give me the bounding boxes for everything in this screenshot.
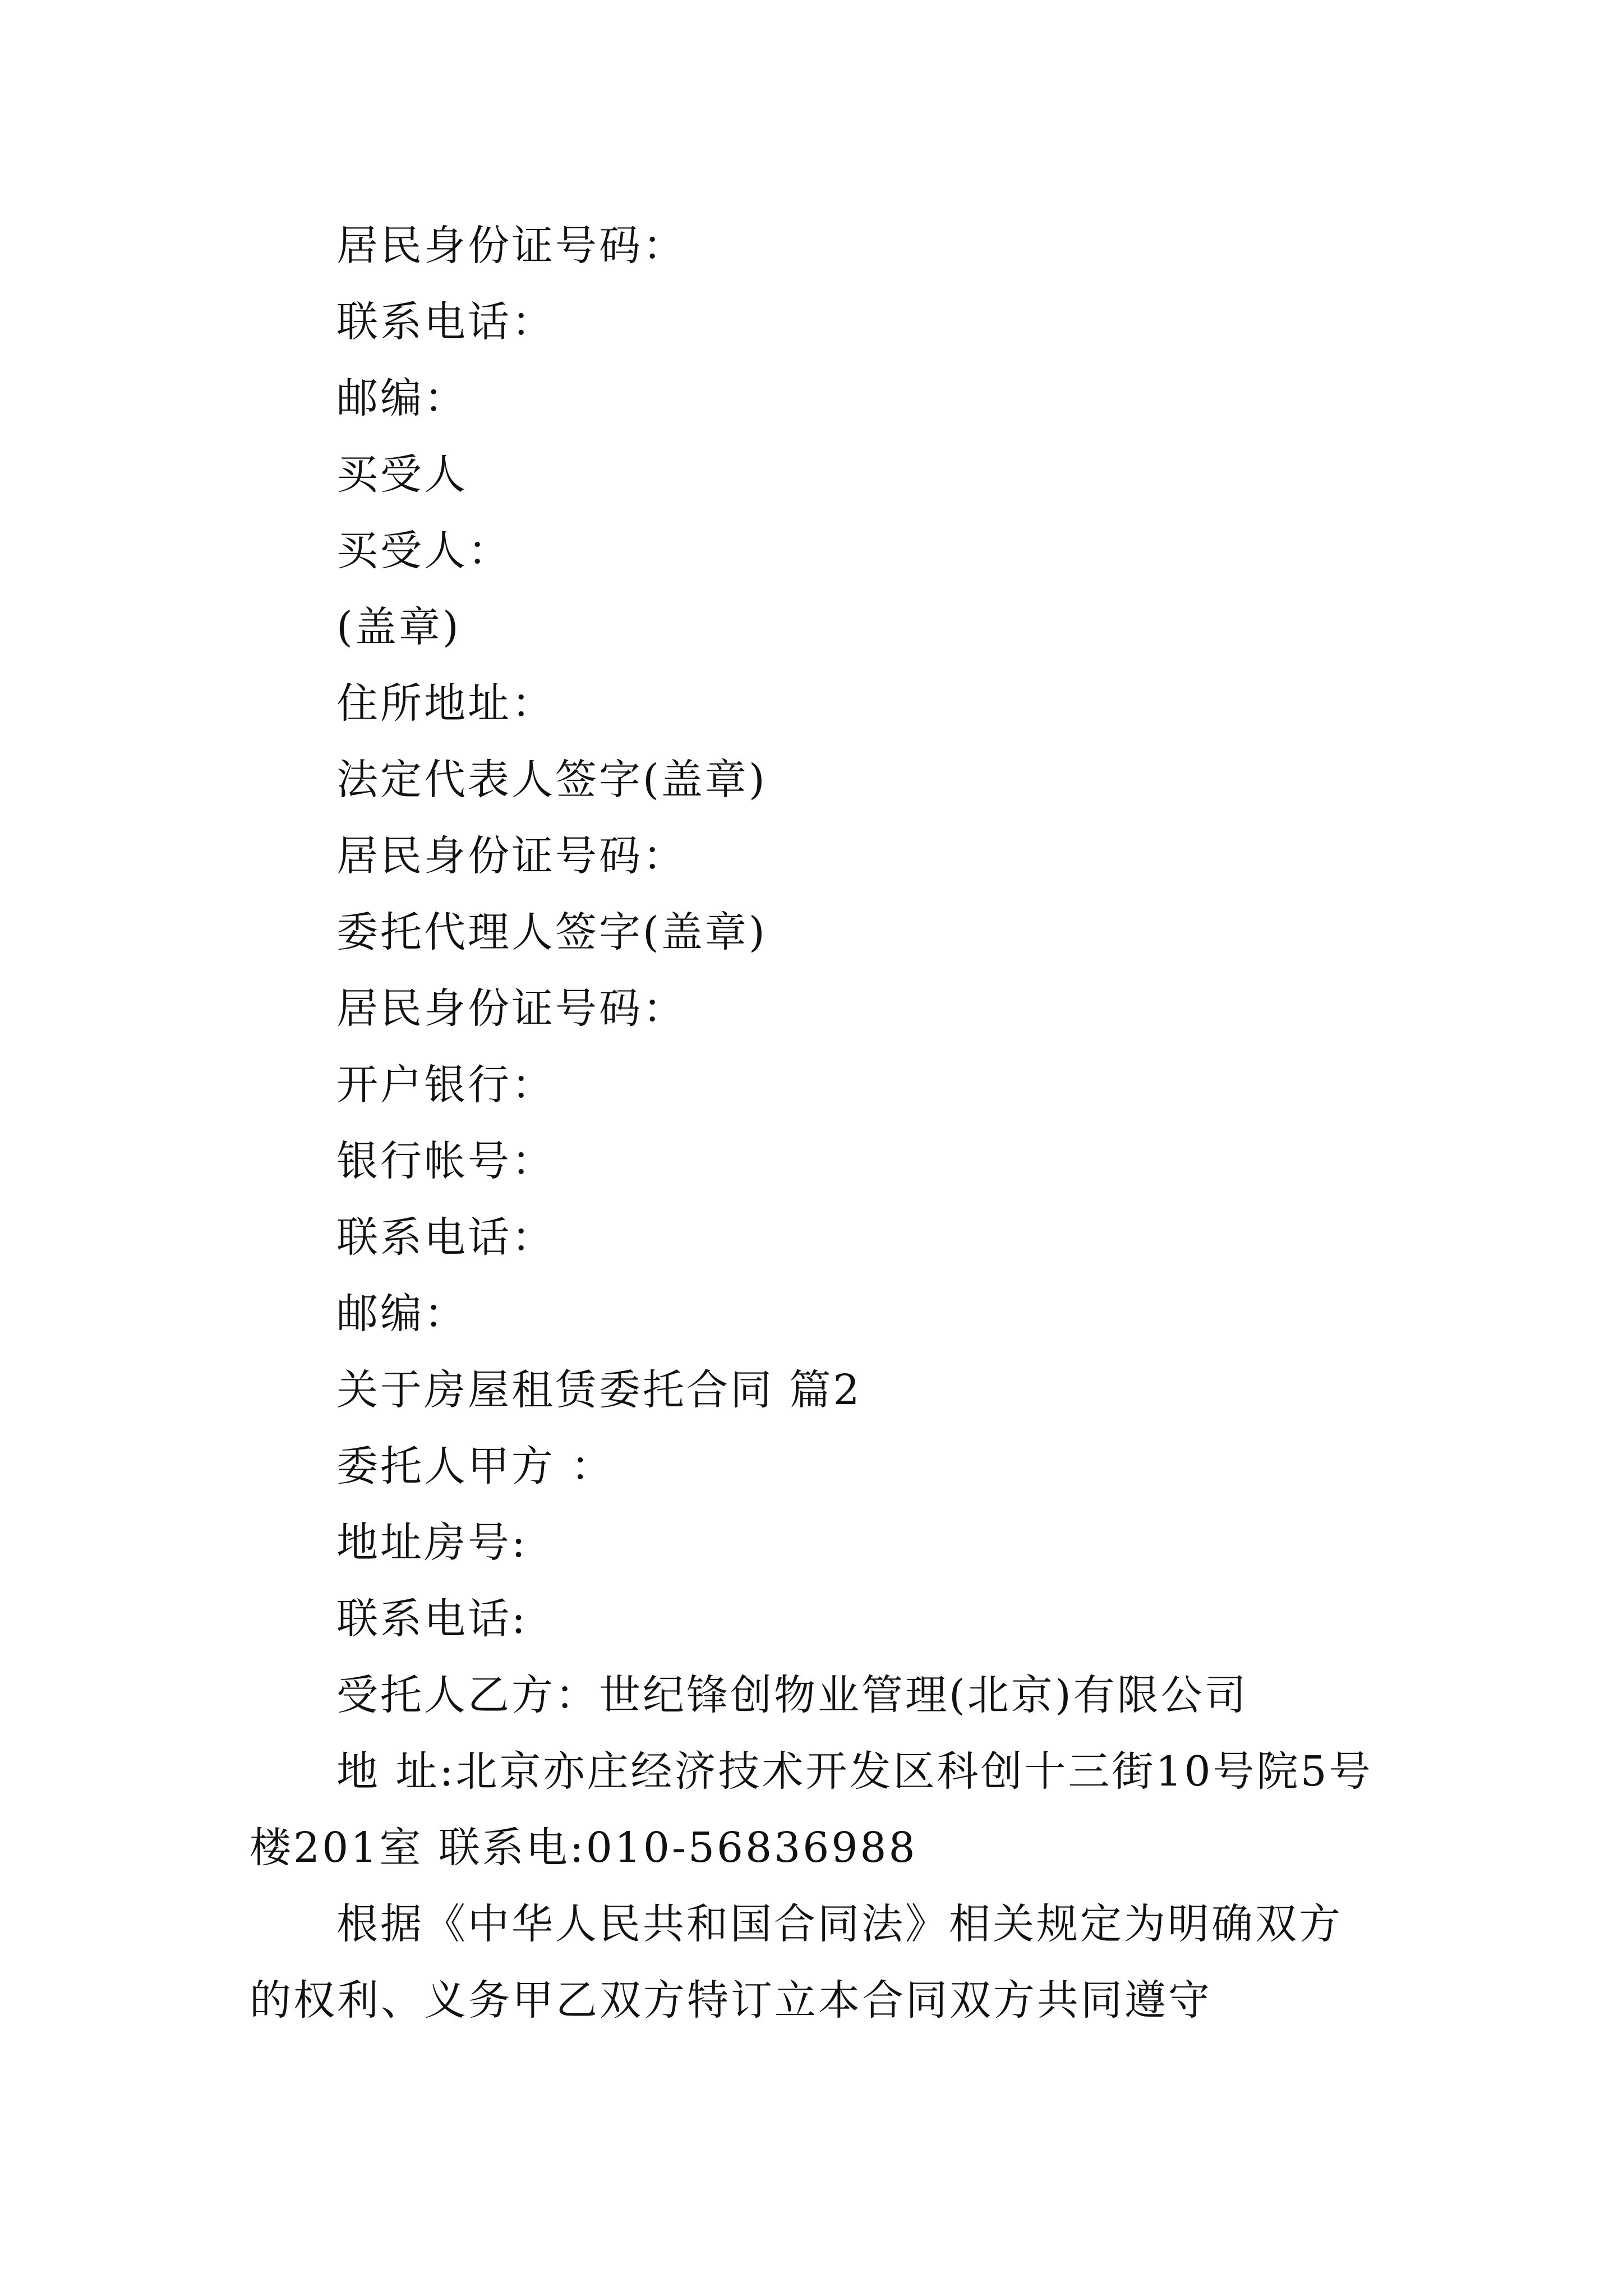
party-a-phone-label: 联系电话: [336,1595,528,1643]
contract-basis-paragraph: 根据《中华人民共和国合同法》相关规定为明确双方的权利、义务甲乙双方特订立本合同双方共同遵守 [250,1900,1343,2024]
party-b-address-paragraph: 地 址:北京亦庄经济技术开发区科创十三街10号院5号楼201室 联系电:010-56836988 [250,1747,1373,1872]
legal-rep-id-number-label: 居民身份证号码： [336,832,686,880]
buyee-phone-label: 联系电话： [336,1213,555,1262]
buyer-phone-label: 联系电话： [336,298,555,346]
section-title: 关于房屋租赁委托合同 篇2 [336,1366,862,1414]
party-a-address-label: 地址房号: [336,1519,528,1567]
bank-account-label: 银行帐号： [336,1137,555,1185]
buyer-postcode-label: 邮编： [336,374,468,422]
seal-label: (盖章) [336,603,461,651]
buyee-heading: 买受人 [336,450,468,499]
buyee-postcode-label: 邮编： [336,1290,468,1338]
party-a-label: 委托人甲方 ： [336,1442,615,1490]
bank-label: 开户银行： [336,1061,555,1109]
buyer-id-number-label: 居民身份证号码： [336,222,686,270]
party-b-name: 受托人乙方：世纪锋创物业管理(北京)有限公司 [336,1671,1248,1719]
legal-rep-signature-label: 法定代表人签字(盖章) [336,756,767,804]
buyee-label: 买受人： [336,527,511,575]
agent-id-number-label: 居民身份证号码： [336,984,686,1033]
agent-signature-label: 委托代理人签字(盖章) [336,908,767,956]
document-body [250,208,1377,2039]
address-label: 住所地址： [336,679,555,728]
